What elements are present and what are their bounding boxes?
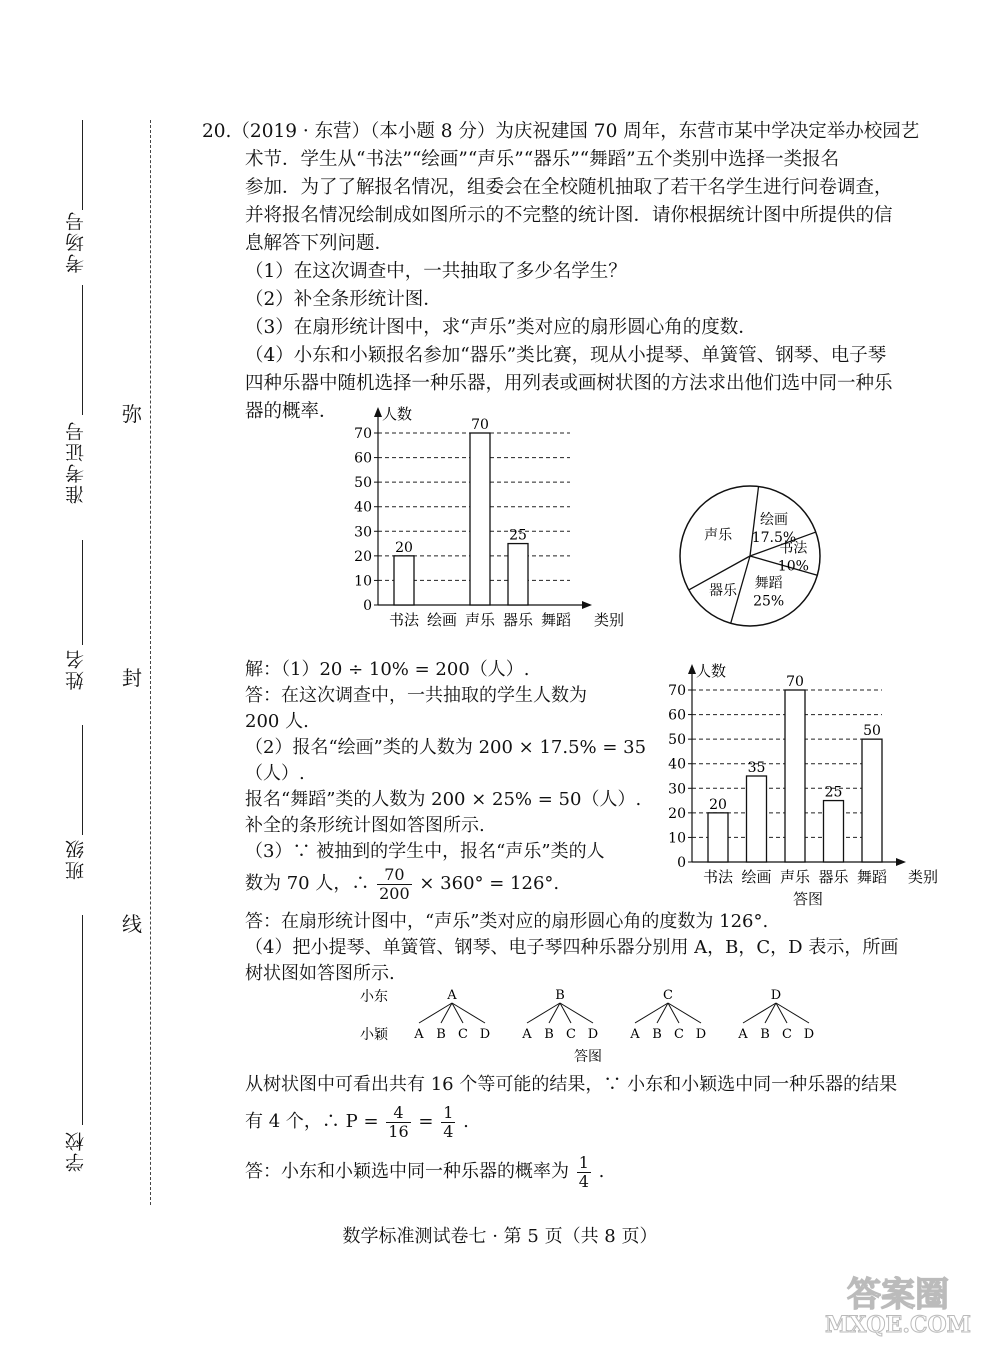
y-tick-label: 50 — [354, 475, 372, 492]
fraction-numerator: 4 — [386, 1104, 410, 1123]
tree-leaf-node: C — [566, 1027, 576, 1042]
page-footer: 数学标准测试卷七 · 第 5 页（共 8 页） — [342, 1226, 658, 1247]
question-line: 器的概率． — [245, 401, 338, 422]
question-line: （1）在这次调查中，一共抽取了多少名学生？ — [245, 261, 627, 282]
pie-slice-value: 10% — [777, 558, 809, 575]
watermark-logo — [808, 1268, 988, 1338]
solution-line: （2）报名“绘画”类的人数为 200 × 17.5% = 35 — [245, 737, 647, 758]
tree-row-label: 小颖 — [360, 1027, 388, 1043]
y-tick-label: 60 — [354, 450, 372, 467]
y-tick-label: 30 — [668, 781, 686, 798]
field-line — [82, 285, 83, 415]
fraction-denominator: 4 — [443, 1121, 454, 1141]
question-line: 术节．学生从“书法”“绘画”“声乐”“器乐”“舞蹈”五个类别中选择一类报名 — [245, 149, 840, 170]
data-label: 25 — [509, 527, 527, 544]
fraction-denominator: 16 — [388, 1121, 409, 1141]
bar — [785, 690, 805, 862]
y-tick-label: 0 — [363, 598, 372, 614]
answer-3: 答：在扇形统计图中，“声乐”类对应的扇形圆心角的度数为 126°. — [245, 911, 769, 932]
svg-text:答案圈: 答案圈 — [847, 1275, 949, 1315]
y-axis-arrow — [688, 664, 696, 674]
text: 有 4 个，∴ P = — [245, 1111, 379, 1132]
question-line: 并将报名情况绘制成如图所示的不完整的统计图．请你根据统计图中所提供的信 — [245, 205, 893, 226]
field-line — [82, 540, 83, 645]
cut-line — [150, 120, 151, 1205]
tree-leaf-node: D — [695, 1027, 707, 1042]
pie-slice-label: 舞蹈 — [754, 575, 783, 592]
fraction — [441, 1104, 455, 1141]
tree-root-node: D — [770, 988, 782, 1003]
bar-chart-incomplete — [340, 395, 640, 635]
part-4-line: 树状图如答图所示. — [245, 963, 395, 984]
conclusion-line-fraction — [245, 1100, 469, 1144]
tree-leaf-node: B — [436, 1027, 446, 1042]
tree-leaf-node: C — [782, 1027, 792, 1042]
part-4-line: （4）把小提琴、单簧管、钢琴、电子琴四种乐器分别用 A，B，C，D 表示，所画 — [245, 937, 899, 958]
question-line: （2）补全条形统计图． — [245, 289, 442, 310]
x-tick-label: 绘画 — [741, 868, 772, 886]
tree-leaf-node: D — [803, 1027, 815, 1042]
field-name: 姓名 — [65, 648, 87, 690]
seal-char: 线 — [122, 912, 142, 936]
bar — [862, 739, 882, 862]
text: × 360° = 126°. — [419, 873, 560, 894]
tree-leaf-node: A — [630, 1027, 640, 1042]
question-line: （4）小东和小颖报名参加“器乐”类比赛，现从小提琴、单簧管、钢琴、电子琴 — [245, 345, 887, 366]
data-label: 20 — [395, 539, 413, 556]
field-line — [82, 725, 83, 835]
solution-line: （人）. — [245, 763, 305, 784]
y-tick-label: 40 — [668, 756, 686, 773]
bar — [508, 544, 528, 605]
seal-char: 封 — [122, 666, 142, 690]
tree-leaf-node: B — [652, 1027, 662, 1042]
bar — [824, 801, 844, 862]
question-line: 四种乐器中随机选择一种乐器，用列表或画树状图的方法求出他们选中同一种乐 — [245, 373, 893, 394]
x-tick-label: 器乐 — [502, 611, 534, 629]
y-tick-label: 30 — [354, 524, 372, 541]
question-line: 息解答下列问题． — [245, 233, 394, 254]
fraction-numerator: 1 — [443, 1102, 454, 1122]
y-tick-label: 0 — [677, 855, 686, 871]
text: . — [463, 1111, 469, 1132]
bar — [470, 433, 490, 605]
fraction — [577, 1154, 591, 1191]
bar — [747, 776, 767, 862]
tree-leaf-node: A — [414, 1027, 424, 1042]
tree-diagram — [360, 985, 840, 1065]
pie-slice-label: 绘画 — [759, 511, 788, 528]
final-answer — [245, 1150, 604, 1194]
x-tick-label: 声乐 — [779, 868, 811, 886]
data-label: 25 — [824, 784, 843, 801]
svg-text:MXQE.COM: MXQE.COM — [824, 1312, 972, 1338]
chart-caption: 答图 — [792, 890, 824, 907]
x-tick-label: 绘画 — [426, 611, 458, 629]
tree-leaf-node: C — [458, 1027, 468, 1042]
x-tick-label: 声乐 — [464, 611, 496, 629]
tree-leaf-node: A — [522, 1027, 532, 1042]
x-axis-arrow — [896, 858, 906, 866]
pie-slice-label: 器乐 — [708, 582, 737, 599]
solution-line: 答：在这次调查中，一共抽取的学生人数为 — [245, 685, 587, 706]
x-axis-label: 类别 — [908, 868, 939, 886]
y-axis-label: 人数 — [382, 405, 413, 423]
tree-root-node: C — [663, 988, 673, 1003]
text: = — [418, 1111, 434, 1132]
x-tick-label: 舞蹈 — [540, 611, 572, 629]
y-tick-label: 60 — [668, 707, 686, 724]
y-tick-label: 70 — [668, 683, 686, 699]
pie-slice-label: 书法 — [779, 540, 808, 557]
fraction — [386, 1104, 410, 1141]
data-label: 50 — [863, 723, 881, 740]
question-line: 20.（2019 · 东营）（本小题 8 分）为庆祝建国 70 周年，东营市某中学决定举办校园艺 — [202, 121, 920, 142]
y-tick-label: 50 — [668, 732, 686, 749]
x-axis-label: 类别 — [594, 611, 625, 629]
seal-char: 弥 — [122, 402, 142, 426]
x-tick-label: 器乐 — [818, 868, 849, 886]
fraction-numerator: 70 — [377, 866, 412, 885]
fraction-denominator: 4 — [578, 1171, 589, 1191]
tree-row-label: 小东 — [360, 989, 388, 1005]
conclusion-line: 从树状图中可看出共有 16 个等可能的结果，∵ 小东和小颖选中同一种乐器的结果 — [245, 1074, 898, 1095]
field-line — [82, 915, 83, 1125]
text: 答：小东和小颖选中同一种乐器的概率为 — [245, 1161, 569, 1182]
y-tick-label: 10 — [354, 573, 372, 590]
field-school: 学校 — [65, 1130, 87, 1172]
tree-root-node: B — [555, 988, 565, 1003]
pie-slice-value: 25% — [753, 593, 785, 610]
y-axis-label: 人数 — [696, 662, 727, 680]
tree-leaf-node: B — [760, 1027, 770, 1042]
tree-leaf-node: D — [479, 1027, 491, 1042]
x-tick-label: 书法 — [702, 868, 734, 886]
data-label: 35 — [747, 760, 766, 776]
solution-line: （3）∵ 被抽到的学生中，报名“声乐”类的人 — [245, 841, 605, 862]
tree-leaf-node: A — [738, 1027, 748, 1042]
y-tick-label: 70 — [354, 426, 372, 442]
x-tick-label: 书法 — [388, 611, 420, 629]
fraction — [377, 866, 412, 903]
y-axis-arrow — [374, 407, 382, 417]
y-tick-label: 20 — [354, 548, 372, 565]
bar-chart-answer — [650, 652, 950, 907]
tree-leaf-node: C — [674, 1027, 684, 1042]
text: 数为 70 人，∴ — [245, 873, 370, 894]
y-tick-label: 40 — [354, 499, 372, 516]
y-tick-label: 20 — [668, 805, 686, 822]
bar — [708, 813, 728, 862]
solution-line: 补全的条形统计图如答图所示. — [245, 815, 485, 836]
solution-line: 200 人. — [245, 711, 309, 732]
bar — [394, 556, 414, 605]
tree-root-node: A — [447, 988, 457, 1003]
solution-line: 报名“舞蹈”类的人数为 200 × 25% = 50（人）. — [245, 789, 642, 810]
field-exam-room: 考场号 — [65, 210, 87, 273]
fraction-numerator: 1 — [578, 1152, 589, 1172]
data-label: 20 — [709, 796, 727, 813]
y-tick-label: 10 — [668, 830, 686, 847]
data-label: 70 — [471, 417, 489, 433]
question-line: 参加．为了了解报名情况，组委会在全校随机抽取了若干名学生进行问卷调查， — [245, 177, 893, 198]
solution-line: 解：（1）20 ÷ 10% = 200（人）. — [245, 659, 530, 680]
tree-caption: 答图 — [574, 1049, 602, 1065]
pie-slice-label: 声乐 — [704, 527, 733, 544]
question-line: （3）在扇形统计图中，求“声乐”类对应的扇形圆心角的度数． — [245, 317, 757, 338]
field-line — [82, 120, 83, 210]
field-admission-number: 准考证号 — [65, 420, 87, 504]
fraction-denominator: 200 — [379, 883, 410, 903]
field-class: 班级 — [65, 838, 87, 880]
tree-leaf-node: B — [544, 1027, 554, 1042]
x-tick-label: 舞蹈 — [856, 868, 888, 886]
pie-slice-value: 17.5% — [751, 529, 797, 546]
data-label: 70 — [786, 674, 804, 690]
pie-chart — [670, 478, 830, 638]
text: . — [598, 1161, 605, 1182]
x-axis-arrow — [582, 601, 592, 609]
solution-line-fraction — [245, 862, 559, 906]
tree-leaf-node: D — [587, 1027, 599, 1042]
